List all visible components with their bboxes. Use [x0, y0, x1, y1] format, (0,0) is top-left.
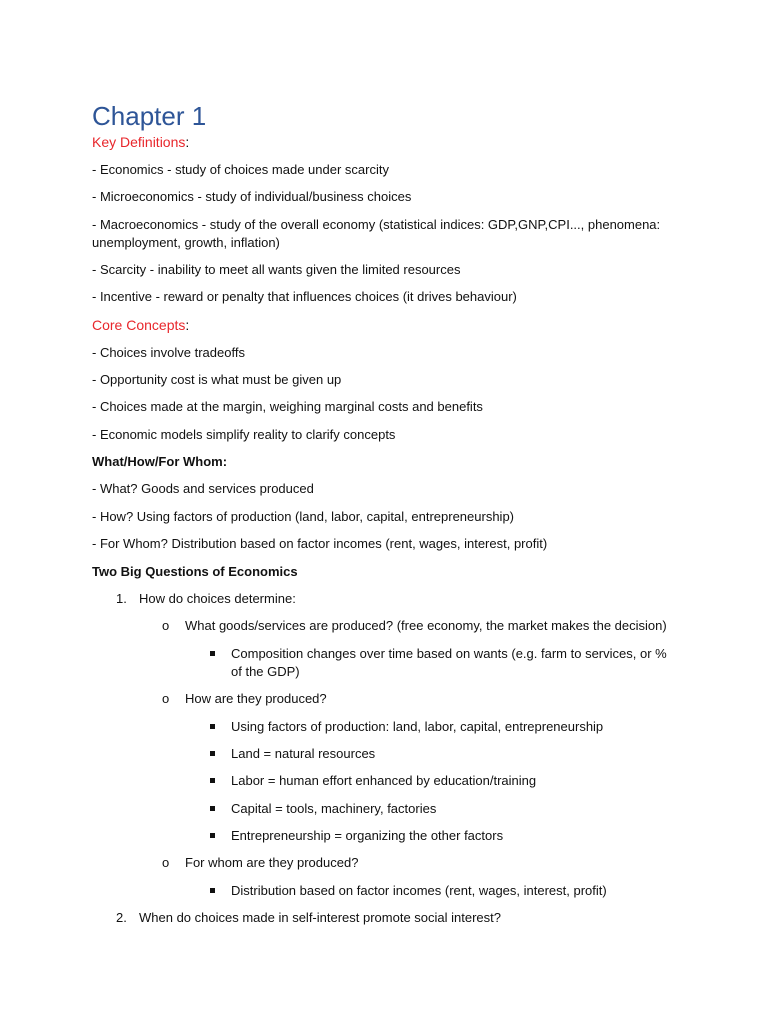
- key-definitions-heading: [92, 133, 189, 151]
- key-definitions-heading-text: Key Definitions: [92, 134, 186, 150]
- square-bullet-icon: [210, 778, 215, 783]
- question-item: When do choices made in self-interest promote social interest?: [139, 910, 502, 925]
- bullet-point: Composition changes over time based on wants (e.g. farm to services, or % of the GDP): [231, 646, 667, 679]
- two-big-questions-heading: Two Big Questions of Economics: [92, 564, 298, 579]
- sub-question: For whom are they produced?: [185, 855, 359, 870]
- core-concepts-heading-text: Core Concepts: [92, 317, 186, 333]
- concept-item: - Choices made at the margin, weighing marginal costs and benefits: [92, 399, 483, 414]
- bullet-point: Entrepreneurship = organizing the other factors: [231, 828, 504, 843]
- definition-item: - Incentive - reward or penalty that influences choices (it drives behaviour): [92, 289, 517, 304]
- square-bullet-icon: [210, 833, 215, 838]
- square-bullet-icon: [210, 651, 215, 656]
- sub-bullet-marker: o: [162, 618, 170, 633]
- heading-colon: :: [185, 134, 190, 150]
- definition-item: - Macroeconomics - study of the overall economy (statistical indices: GDP,GNP,CPI..., phenomena: unemployment, growth, inflation): [92, 217, 661, 250]
- square-bullet-icon: [210, 806, 215, 811]
- concept-item: - Economic models simplify reality to clarify concepts: [92, 427, 396, 442]
- square-bullet-icon: [210, 888, 215, 893]
- square-bullet-icon: [210, 751, 215, 756]
- bullet-point: Distribution based on factor incomes (rent, wages, interest, profit): [231, 883, 607, 898]
- question-item: How do choices determine:: [139, 591, 296, 606]
- list-number: 2.: [116, 910, 127, 925]
- sub-question: How are they produced?: [185, 691, 327, 706]
- definition-item: - Scarcity - inability to meet all wants given the limited resources: [92, 262, 461, 277]
- heading-colon: :: [185, 317, 190, 333]
- whw-item: - How? Using factors of production (land, labor, capital, entrepreneurship): [92, 509, 514, 524]
- concept-item: - Choices involve tradeoffs: [92, 345, 245, 360]
- definition-item: - Economics - study of choices made under scarcity: [92, 162, 389, 177]
- square-bullet-icon: [210, 724, 215, 729]
- list-number: 1.: [116, 591, 127, 606]
- whw-item: - What? Goods and services produced: [92, 481, 314, 496]
- sub-bullet-marker: o: [162, 855, 170, 870]
- bullet-point: Capital = tools, machinery, factories: [231, 801, 437, 816]
- what-how-for-whom-heading: What/How/For Whom:: [92, 454, 228, 469]
- whw-item: - For Whom? Distribution based on factor incomes (rent, wages, interest, profit): [92, 536, 548, 551]
- concept-item: - Opportunity cost is what must be given up: [92, 372, 342, 387]
- page-title: Chapter 1: [92, 101, 207, 131]
- sub-question: What goods/services are produced? (free economy, the market makes the decision): [185, 618, 667, 633]
- sub-bullet-marker: o: [162, 691, 170, 706]
- bullet-point: Using factors of production: land, labor, capital, entrepreneurship: [231, 719, 604, 734]
- bullet-point: Labor = human effort enhanced by education/training: [231, 773, 537, 788]
- core-concepts-heading: [92, 316, 189, 334]
- definition-item: - Microeconomics - study of individual/business choices: [92, 189, 412, 204]
- bullet-point: Land = natural resources: [231, 746, 376, 761]
